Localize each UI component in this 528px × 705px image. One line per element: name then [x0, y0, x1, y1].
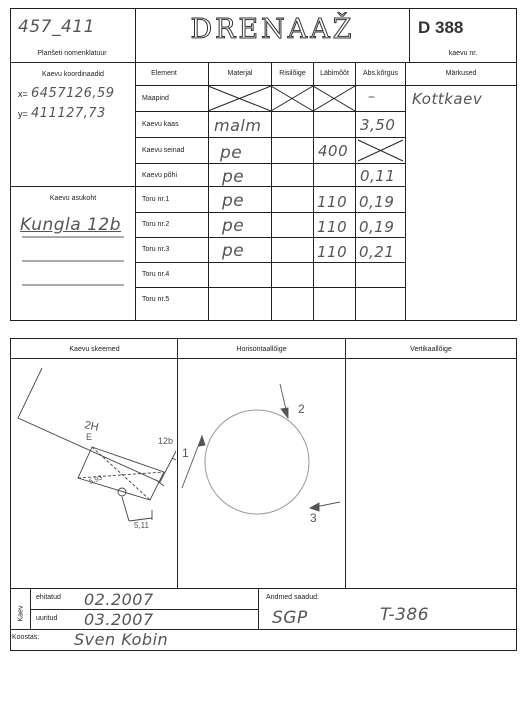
author-label: Koostas: [12, 634, 40, 641]
horizontal-section-label: Horisontaallõige [236, 346, 287, 353]
row-label-pipe-4: Toru nr.4 [142, 271, 170, 278]
surveyed-value: 03.2007 [84, 610, 154, 629]
walls-material: pe [220, 143, 243, 163]
row-label-pipe-3: Toru nr.3 [142, 246, 170, 253]
well-number-label: kaevu nr. [448, 50, 478, 57]
source-ref: T-386 [380, 605, 430, 625]
nomenclature-value: 457_411 [18, 17, 95, 37]
x-prefix: x= [18, 89, 28, 99]
row-label-ground: Maapind [142, 95, 169, 102]
coordinates-label: Kaevu koordinaadid [42, 71, 104, 78]
pipe2-material: pe [222, 216, 245, 236]
bottom-material: pe [222, 167, 245, 187]
sketch-distance-a: 5,93 [88, 474, 104, 486]
author-value: Sven Kobin [74, 630, 169, 649]
row-label-bottom: Kaevu põhi [142, 172, 178, 179]
horizontal-section-drawing [178, 360, 344, 587]
sketch-building-sub: E [86, 432, 93, 442]
sketch-house-no: 12b [158, 436, 174, 446]
well-label: Kaev [17, 605, 25, 621]
col-material: Materjal [227, 70, 253, 77]
location-label: Kaevu asukoht [49, 195, 97, 202]
pipe3-elevation: 0,21 [359, 243, 395, 261]
pipe3-material: pe [222, 241, 245, 261]
walls-diameter: 400 [318, 142, 349, 160]
nomenclature-label: Planšeti nomenklatuur [37, 50, 107, 57]
sketch-label: Kaevu skeemed [69, 346, 120, 353]
row-label-pipe-2: Toru nr.2 [142, 221, 170, 228]
sketch-distance-b: 5,11 [134, 521, 149, 530]
row-label-lid: Kaevu kaas [142, 121, 179, 128]
site-sketch [12, 360, 176, 587]
bottom-elevation: 0,11 [360, 167, 396, 185]
arrow-1-label: 1 [182, 446, 189, 460]
ground-elevation: – [368, 89, 376, 105]
vertical-section-label: Vertikaallõige [410, 346, 452, 353]
sketch-building-label: 2H [83, 419, 100, 434]
source-value: SGP [272, 608, 308, 628]
col-remarks: Märkused [445, 70, 477, 77]
well-number-value: D 388 [418, 18, 464, 37]
well-label-box [11, 598, 31, 628]
col-element: Element [151, 70, 177, 77]
surveyed-label: uuritud [36, 615, 58, 622]
arrow-3-label: 3 [310, 511, 317, 525]
row-label-pipe-1: Toru nr.1 [142, 196, 170, 203]
col-elevation: Abs.kõrgus [362, 70, 399, 77]
built-label: ehitatud [36, 594, 61, 601]
well-circle [205, 410, 309, 514]
ground-remarks: Kottkaev [412, 90, 483, 108]
row-label-walls: Kaevu seinad [142, 147, 185, 154]
pipe3-diameter: 110 [317, 243, 348, 261]
arrow-2-label: 2 [298, 402, 305, 416]
y-coordinate: 411127,73 [31, 106, 106, 121]
location-value: Kungla 12b [20, 215, 121, 235]
form-title: DRENAAŽ [190, 14, 355, 45]
x-coordinate: 6457126,59 [31, 86, 115, 101]
col-diameter: Läbimõõt [320, 70, 349, 77]
source-label: Andmed saadud: [266, 594, 319, 601]
row-label-pipe-5: Toru nr.5 [142, 296, 170, 303]
col-slope: Risilõige [279, 70, 306, 77]
pipe1-diameter: 110 [317, 193, 348, 211]
pipe1-material: pe [222, 191, 245, 211]
built-value: 02.2007 [84, 590, 154, 609]
pipe1-elevation: 0,19 [359, 193, 395, 211]
lid-material: malm [214, 116, 262, 135]
lid-elevation: 3,50 [360, 116, 396, 134]
pipe2-elevation: 0,19 [359, 218, 395, 236]
pipe2-diameter: 110 [317, 218, 348, 236]
y-prefix: y= [18, 109, 28, 119]
